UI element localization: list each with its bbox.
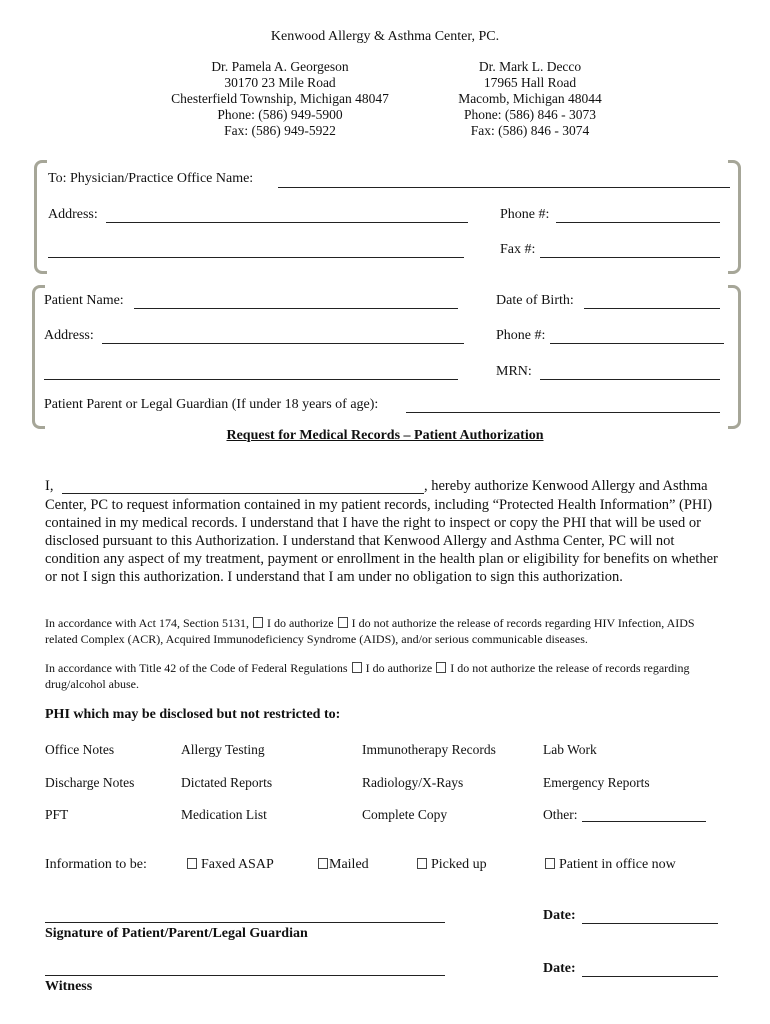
phi-allergy-testing: Allergy Testing bbox=[181, 742, 265, 757]
delivery-mailed-option[interactable] bbox=[314, 857, 369, 873]
act174-line2: related Complex (ACR), Acquired Immunodeficiency Syndrome (AIDS), and/or serious communicable diseases. bbox=[45, 632, 588, 646]
to-fax-label: Fax #: bbox=[500, 242, 536, 257]
to-phone-label: Phone #: bbox=[500, 207, 550, 222]
title42-line1 bbox=[45, 661, 689, 676]
signature-date-field[interactable] bbox=[582, 923, 718, 924]
practice-name: Kenwood Allergy & Asthma Center, PC. bbox=[270, 29, 500, 44]
auth-line1-rest: , hereby authorize Kenwood Allergy and Asthma bbox=[424, 478, 708, 494]
phi-pft: PFT bbox=[45, 807, 69, 822]
title42-not-authorize-checkbox[interactable] bbox=[436, 662, 446, 673]
phi-radiology-xrays: Radiology/X-Rays bbox=[362, 775, 464, 790]
act174-not-authorize-label: I do not authorize the release of records regarding HIV Infection, AIDS bbox=[351, 616, 695, 630]
signature-field[interactable] bbox=[45, 922, 445, 923]
doctor-right-city: Macomb, Michigan 48044 bbox=[458, 91, 602, 106]
faxed-label: Faxed ASAP bbox=[201, 857, 274, 872]
to-address-label: Address: bbox=[48, 207, 98, 222]
title42-authorize-label: I do authorize bbox=[365, 661, 433, 675]
office-address-field[interactable] bbox=[106, 222, 468, 223]
guardian-field[interactable] bbox=[406, 412, 720, 413]
doctor-right-phone: Phone: (586) 846 - 3073 bbox=[464, 107, 596, 122]
phi-medication-list: Medication List bbox=[181, 807, 267, 822]
patient-name-field[interactable] bbox=[134, 308, 458, 309]
delivery-label: Information to be: bbox=[45, 857, 147, 872]
office-fax-field[interactable] bbox=[540, 257, 720, 258]
auth-lead: I, bbox=[45, 478, 54, 494]
doctor-right-name: Dr. Mark L. Decco bbox=[478, 59, 582, 74]
delivery-picked-up-option[interactable] bbox=[413, 857, 487, 873]
auth-body: Center, PC to request information contained in my patient records, including “Protected Health Information” (PHI) contained in my medical records. I understand that I have the right to inspect or copy the PHI that will be used or disclosed pursuant to this Authorization. I understand that Kenwood Allergy and Asthma Center, PC will not condition any aspect of my treatment, payment or enrollment in the health plan or eligibility for benefits on whether or not I sign this authorization. I understand that I am under no obligation to sign this authorization. bbox=[45, 497, 718, 585]
witness-label: Witness bbox=[45, 979, 93, 994]
doctor-left-fax: Fax: (586) 949-5922 bbox=[224, 123, 336, 138]
witness-signature-field[interactable] bbox=[45, 975, 445, 976]
mrn-field[interactable] bbox=[540, 379, 720, 380]
title42-not-authorize-label: I do not authorize the release of records regarding bbox=[450, 661, 690, 675]
act174-pre: In accordance with Act 174, Section 5131, bbox=[45, 616, 249, 630]
phi-dictated-reports: Dictated Reports bbox=[181, 775, 273, 790]
in-office-label: Patient in office now bbox=[559, 857, 676, 872]
act174-authorize-label: I do authorize bbox=[266, 616, 334, 630]
mailed-label: Mailed bbox=[329, 857, 369, 872]
act174-not-authorize-checkbox[interactable] bbox=[338, 617, 348, 628]
guardian-label: Patient Parent or Legal Guardian (If under 18 years of age): bbox=[44, 397, 379, 412]
doctor-left-street: 30170 23 Mile Road bbox=[224, 75, 336, 90]
picked-up-label: Picked up bbox=[431, 857, 487, 872]
patient-name-label: Patient Name: bbox=[44, 293, 124, 308]
to-block-right-bracket bbox=[728, 160, 741, 274]
act174-line1 bbox=[45, 616, 695, 631]
picked-up-checkbox[interactable] bbox=[417, 858, 427, 869]
to-office-label: To: Physician/Practice Office Name: bbox=[48, 171, 254, 186]
doctor-left-phone: Phone: (586) 949-5900 bbox=[217, 107, 343, 122]
office-phone-field[interactable] bbox=[556, 222, 720, 223]
to-block-left-bracket bbox=[34, 160, 47, 274]
patient-phone-label: Phone #: bbox=[496, 328, 546, 343]
office-address-line2-field[interactable] bbox=[48, 257, 464, 258]
phi-immunotherapy-records: Immunotherapy Records bbox=[362, 742, 496, 757]
act174-authorize-checkbox[interactable] bbox=[253, 617, 263, 628]
doctor-right-fax: Fax: (586) 846 - 3074 bbox=[470, 123, 590, 138]
patient-phone-field[interactable] bbox=[550, 343, 724, 344]
delivery-in-office-option[interactable] bbox=[541, 857, 676, 873]
dob-label: Date of Birth: bbox=[496, 293, 574, 308]
in-office-checkbox[interactable] bbox=[545, 858, 555, 869]
patient-address-label: Address: bbox=[44, 328, 94, 343]
patient-block-right-bracket bbox=[728, 285, 741, 429]
title42-pre: In accordance with Title 42 of the Code of Federal Regulations bbox=[45, 661, 348, 675]
title42-authorize-checkbox[interactable] bbox=[352, 662, 362, 673]
phi-emergency-reports: Emergency Reports bbox=[543, 775, 650, 790]
patient-address-field[interactable] bbox=[102, 343, 464, 344]
signature-date-label: Date: bbox=[543, 908, 576, 923]
phi-heading: PHI which may be disclosed but not restricted to: bbox=[45, 707, 341, 722]
phi-office-notes: Office Notes bbox=[45, 742, 115, 757]
faxed-checkbox[interactable] bbox=[187, 858, 197, 869]
title42-line2: drug/alcohol abuse. bbox=[45, 677, 139, 691]
doctor-right-street: 17965 Hall Road bbox=[483, 75, 577, 90]
patient-address-line2-field[interactable] bbox=[44, 379, 458, 380]
doctor-left-name: Dr. Pamela A. Georgeson bbox=[211, 59, 349, 74]
witness-date-label: Date: bbox=[543, 961, 576, 976]
signature-label: Signature of Patient/Parent/Legal Guardian bbox=[45, 926, 308, 941]
mrn-label: MRN: bbox=[496, 364, 532, 379]
office-name-field[interactable] bbox=[278, 187, 730, 188]
authorizer-name-field[interactable] bbox=[62, 493, 424, 494]
phi-lab-work: Lab Work bbox=[543, 742, 597, 757]
phi-discharge-notes: Discharge Notes bbox=[45, 775, 135, 790]
phi-other-label: Other: bbox=[543, 807, 578, 822]
mailed-checkbox[interactable] bbox=[318, 858, 328, 869]
doctor-left-city: Chesterfield Township, Michigan 48047 bbox=[171, 91, 389, 106]
witness-date-field[interactable] bbox=[582, 976, 718, 977]
phi-other-field[interactable] bbox=[582, 821, 706, 822]
phi-complete-copy: Complete Copy bbox=[362, 807, 448, 822]
form-title: Request for Medical Records – Patient Authorization bbox=[226, 428, 544, 443]
dob-field[interactable] bbox=[584, 308, 720, 309]
delivery-faxed-option[interactable] bbox=[183, 857, 274, 873]
